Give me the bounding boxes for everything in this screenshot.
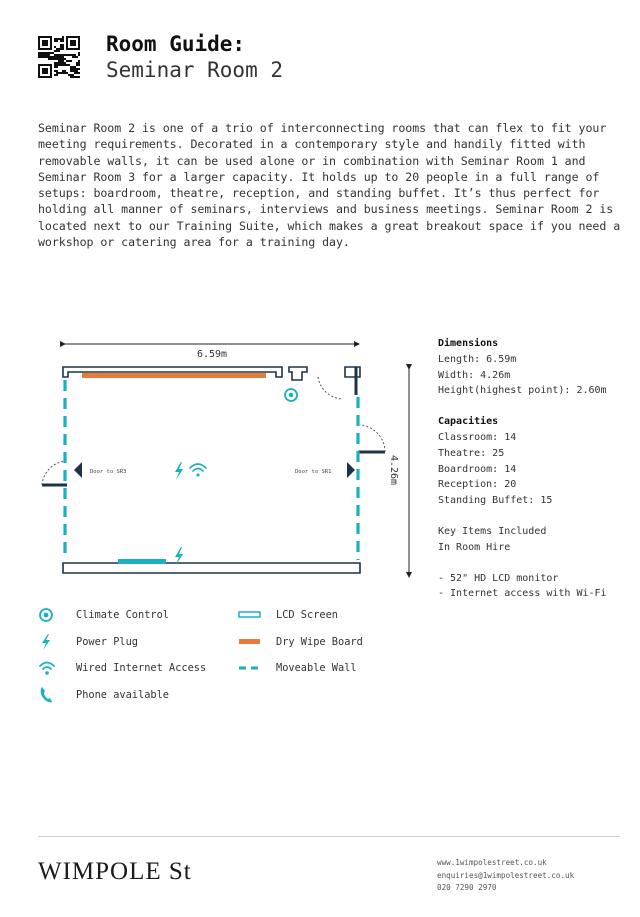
lcd-screen — [118, 559, 166, 564]
legend-label: Moveable Wall — [276, 662, 357, 674]
legend-label: Phone available — [76, 689, 169, 701]
legend-phone — [38, 686, 169, 704]
dimension-width: Width: 4.26m — [438, 369, 511, 381]
moveable-wall-swatch — [238, 659, 262, 677]
dry-wipe-board — [82, 373, 266, 378]
floor-plan — [30, 325, 420, 590]
legend-power — [38, 633, 138, 651]
key-item: - 52" HD LCD monitor — [438, 572, 559, 584]
dry-wipe-board-swatch — [238, 633, 262, 651]
qr-code-icon — [38, 36, 80, 78]
door-right-label: Door to SR1 — [295, 469, 332, 475]
dimensions-heading: Dimensions — [438, 338, 499, 349]
key-items-heading: In Room Hire — [438, 541, 511, 553]
legend-wall — [238, 659, 357, 677]
intro-paragraph: Seminar Room 2 is one of a trio of interconnecting rooms that can flex to fit your meeting requirements. Decorated in a contemporary style and handily fitted with removable walls, it can be used alone or in combination with Seminar Room 1 and Seminar Room 3 for a larger capacity. It holds up to 20 people in a full range of setups: boardroom, theatre, reception, and standing buffet. It’s thus perfect for holding all manner of seminars, interviews and business meetings. Seminar Room 2 is located next to our Training Suite, which makes a great breakout space if you need a workshop or catering area for a training day. — [38, 121, 621, 250]
legend-label: Power Plug — [76, 636, 138, 648]
door-arrow-left — [74, 462, 82, 478]
page-subtitle: Seminar Room 2 — [106, 58, 284, 82]
climate-control-icon — [285, 389, 297, 401]
legend-whiteboard — [238, 633, 363, 651]
email-link[interactable]: enquiries@1wimpolestreet.co.uk — [437, 870, 575, 880]
door-swing-right — [360, 425, 385, 452]
phone-icon — [38, 686, 62, 704]
length-label: 6.59m — [196, 349, 228, 360]
power-plug-icon — [38, 633, 62, 651]
climate-control-icon — [38, 606, 62, 624]
legend-label: Dry Wipe Board — [276, 636, 363, 648]
door-swing-left — [42, 461, 66, 485]
legend-lcd — [238, 606, 338, 624]
wifi-icon — [190, 464, 206, 477]
door-swing-top — [318, 377, 342, 399]
legend-internet — [38, 659, 206, 677]
bottom-wall — [63, 563, 360, 573]
page-title-block — [106, 34, 283, 81]
capacity-item: Classroom: 14 — [438, 431, 517, 443]
door-left-label: Door to SR3 — [90, 469, 127, 475]
door-arrow-right — [347, 462, 355, 478]
right-wall — [356, 367, 385, 452]
room-specs — [438, 336, 638, 602]
capacity-item: Standing Buffet: 15 — [438, 495, 553, 507]
capacity-item: Reception: 20 — [438, 479, 517, 491]
key-items-heading: Key Items Included — [438, 525, 547, 537]
legend-label: Wired Internet Access — [76, 662, 207, 674]
logo-text: WIMPOLE St — [38, 858, 192, 885]
wimpole-logo — [38, 853, 218, 895]
page-title: Room Guide: — [106, 32, 246, 56]
capacities-heading: Capacities — [438, 416, 499, 428]
dimension-height: Height(highest point): 2.60m — [438, 385, 607, 397]
capacity-item: Boardroom: 14 — [438, 463, 517, 475]
lcd-screen-swatch — [238, 606, 262, 624]
legend-label: Climate Control — [76, 609, 169, 621]
width-label: 4.26m — [388, 454, 399, 486]
capacity-item: Theatre: 25 — [438, 447, 505, 459]
phone-number: 020 7290 2970 — [437, 883, 497, 892]
key-item: - Internet access with Wi-Fi — [438, 588, 607, 600]
legend-label: LCD Screen — [276, 609, 338, 621]
website-link[interactable]: www.1wimpolestreet.co.uk — [437, 858, 547, 867]
contact-details — [437, 857, 574, 895]
footer-divider — [38, 836, 620, 837]
legend-climate — [38, 606, 169, 624]
power-plug-icon — [175, 462, 183, 480]
dimension-length: Length: 6.59m — [438, 353, 517, 365]
wifi-icon — [38, 659, 62, 677]
